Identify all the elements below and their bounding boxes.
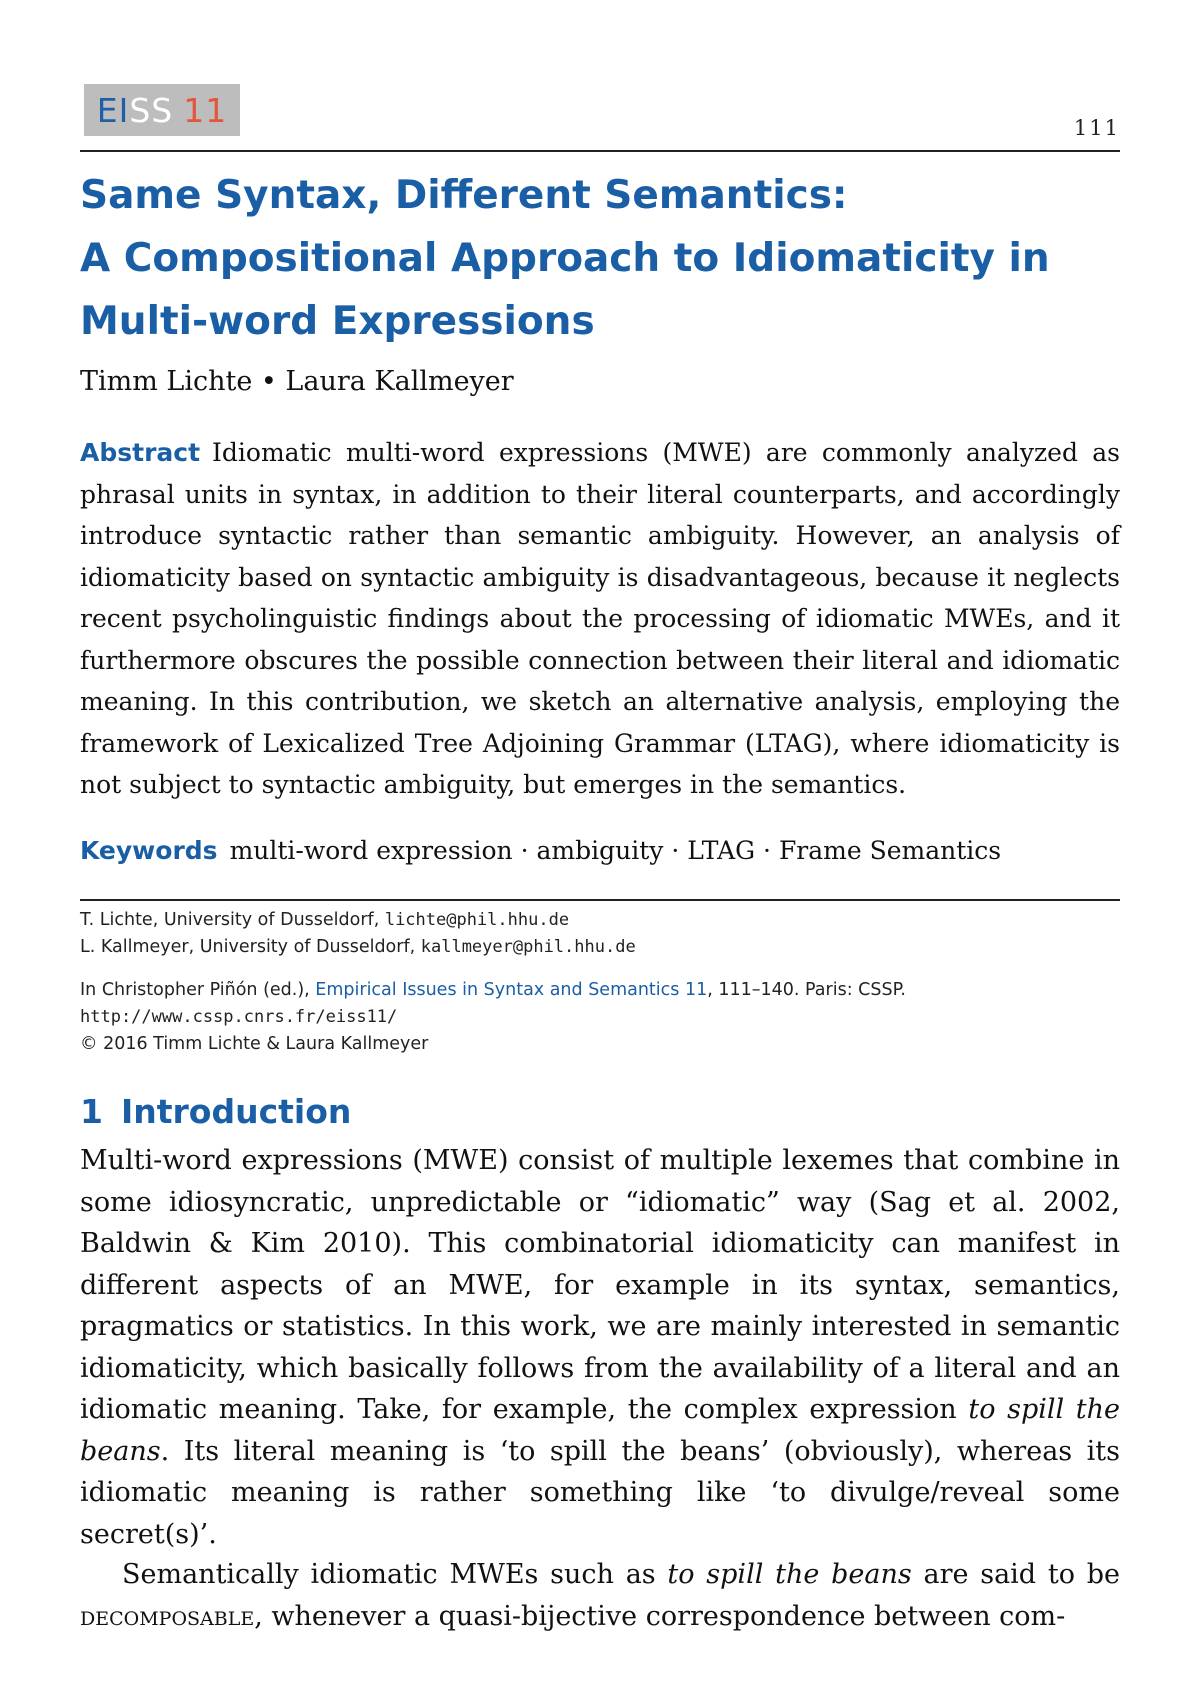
page-number: 111 — [1073, 116, 1120, 140]
badge-ss: SS — [129, 90, 174, 130]
affiliation-1 — [80, 907, 1140, 934]
intro-paragraph-2 — [80, 1554, 1120, 1637]
p2-text-a: Semantically idiomatic MWEs such as — [122, 1559, 668, 1590]
source-line — [80, 977, 1140, 1004]
email-lichte[interactable]: lichte@phil.hhu.de — [384, 910, 570, 930]
header-rule — [80, 150, 1120, 152]
volume-url[interactable]: http://www.cssp.cnrs.fr/eiss11/ — [80, 1007, 398, 1027]
title-line-2: A Compositional Approach to Idiomaticity in — [80, 236, 1050, 281]
badge-ei: EI — [96, 90, 130, 130]
affiliation-2-text: L. Kallmeyer, University of Dusseldorf, — [80, 937, 421, 957]
p2-term: decomposable — [80, 1600, 255, 1632]
source-prefix: In Christopher Piñón (ed.), — [80, 980, 316, 1000]
intro-paragraph-1 — [80, 1140, 1120, 1555]
source-suffix: , 111–140. Paris: CSSP. — [707, 980, 906, 1000]
p2-text-b: are said to be — [911, 1559, 1120, 1590]
section-number: 1 — [80, 1092, 103, 1131]
p2-example: to spill the beans — [667, 1559, 912, 1590]
copyright: © 2016 Timm Lichte & Laura Kallmeyer — [80, 1034, 429, 1054]
p2-text-c: , whenever a quasi-bijective correspondence between com- — [254, 1600, 1066, 1632]
badge-number: 11 — [183, 90, 228, 130]
p1-example: to spill the beans — [80, 1394, 1120, 1467]
affiliations — [80, 907, 1140, 961]
volume-link[interactable]: Empirical Issues in Syntax and Semantics 11 — [315, 980, 708, 1000]
authors: Timm Lichte • Laura Kallmeyer — [80, 366, 514, 397]
abstract-text: Idiomatic multi-word expressions (MWE) are commonly analyzed as phrasal units in syntax, in addition to their literal counterparts, and accordingly introduce syntactic rather than semantic ambiguity. However, an analysis of idiomaticity based on syntactic ambiguity is disadvantageous, because it neglects recent psycholinguistic findings about the processing of idiomatic MWEs, and it furthermore obscures the possible connection between their literal and idiomatic meaning. In this contribution, we sketch an alternative analysis, employing the framework of Lexicalized Tree Adjoining Grammar (LTAG), where idiomaticity is not subject to syntactic ambiguity, but emerges in the semantics. — [80, 438, 1120, 799]
affiliation-1-text: T. Lichte, University of Dusseldorf, — [80, 910, 385, 930]
abstract — [80, 432, 1120, 806]
title-line-3: Multi-word Expressions — [80, 299, 595, 344]
keywords-text: multi-word expression · ambiguity · LTAG · Frame Semantics — [229, 836, 1002, 865]
affiliation-2 — [80, 934, 1140, 961]
section-title: Introduction — [120, 1092, 352, 1131]
keywords — [80, 830, 1120, 872]
section-heading — [80, 1092, 351, 1131]
abstract-label: Abstract — [80, 438, 201, 467]
source-info — [80, 977, 1140, 1058]
p1-text-a: Multi-word expressions (MWE) consist of multiple lexemes that combine in some idiosyncratic, unpredictable or “idiomatic” way (Sag et al. 2002, Baldwin & Kim 2010). This combinatorial idiomaticity can manifest in different aspects of an MWE, for example in its syntax, semantics, pragmatics or statistics. In this work, we are mainly interested in semantic idiomaticity, which basically follows from the availability of a literal and an idiomatic meaning. Take, for example, the complex expression — [80, 1145, 1120, 1425]
email-kallmeyer[interactable]: kallmeyer@phil.hhu.de — [420, 937, 636, 957]
paper-title — [80, 164, 1140, 353]
title-line-1: Same Syntax, Different Semantics: — [80, 173, 848, 218]
keywords-label: Keywords — [80, 836, 218, 865]
p1-text-b: . Its literal meaning is ‘to spill the beans’ (obviously), whereas its idiomatic meaning is rather something like ‘to divulge/reveal some secret(s)’. — [80, 1435, 1120, 1550]
footnote-rule — [80, 899, 1120, 901]
journal-badge — [84, 84, 240, 136]
